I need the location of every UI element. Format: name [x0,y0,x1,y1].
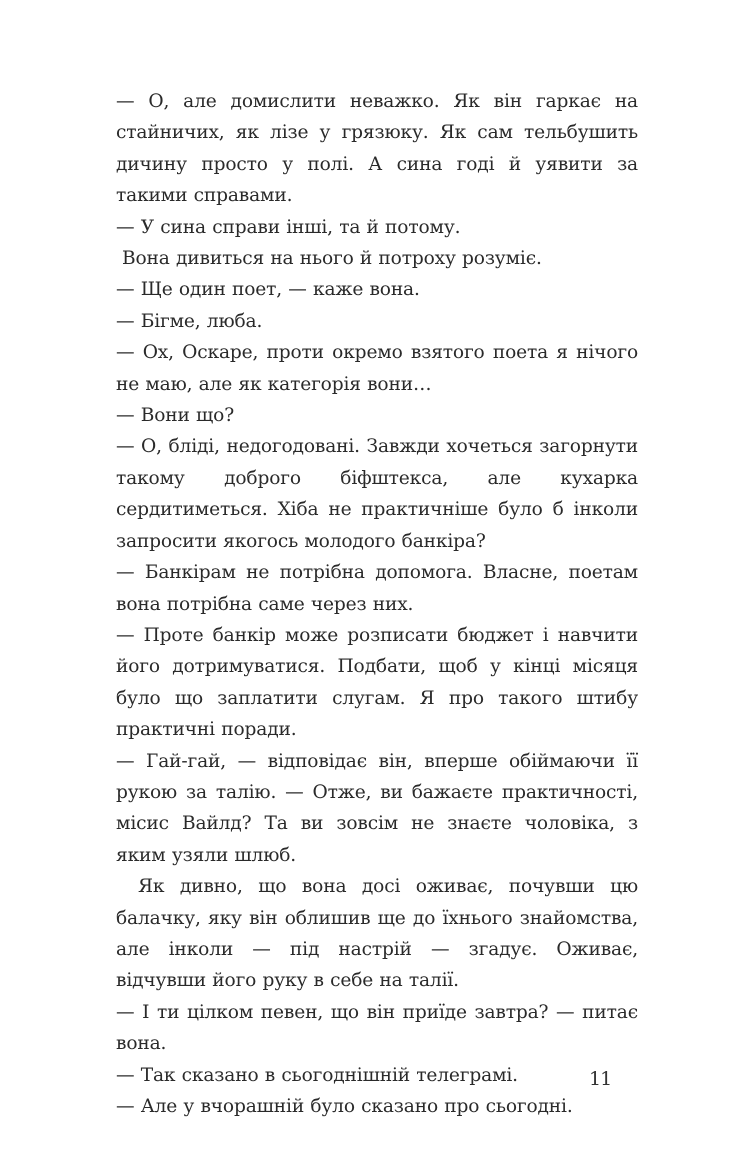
paragraph: — Гай-гай, — відповідає він, вперше обіймаючи її рукою за талію. — Отже, ви бажаєте практичності, місис Вайлд? Та ви зовсім не знаєте чоловіка, з яким узяли шлюб. [116,750,638,866]
page-number: 11 [589,1068,612,1090]
paragraph: — Бігме, люба. [116,310,263,332]
body-text [116,86,638,1122]
paragraph: — У сина справи інші, та й потому. [116,216,461,238]
paragraph: — Вони що? [116,405,235,427]
paragraph: — О, бліді, недогодовані. Завжди хочеться загорнути такому доброго біфштекса, але кухарка сердитиметься. Хіба не практичніше було б інколи запросити якогось молодого банкіра? [116,436,638,552]
paragraph: — Ще один поет, — каже вона. [116,279,420,301]
paragraph: — Проте банкір може розписати бюджет і навчити його дотримуватися. Подбати, щоб у кінці місяця було що заплатити слугам. Я про такого штибу практичні поради. [116,624,638,741]
paragraph: — І ти цілком певен, що він приїде завтра? — питає вона. [116,1001,638,1055]
paragraph: — Ох, Оскаре, проти окремо взятого поета я нічого не маю, але як категорія вони… [116,342,638,395]
paragraph: — О, але домислити неважко. Як він гаркає на стайничих, як лізе у грязюку. Як сам тельбушить дичину просто у полі. А сина годі й уявити за такими справами. [116,91,638,207]
paragraph: Як дивно, що вона досі оживає, почувши цю балачку, яку він облишив ще до їхнього знайомства, але інколи — під настрій — згадує. Оживає, відчувши його руку в себе на талії. [116,876,638,992]
paragraph: — Але у вчорашній було сказано про сьогодні. [116,1096,573,1117]
paragraph: Вона дивиться на нього й потроху розуміє. [122,248,542,270]
paragraph: — Банкірам не потрібна допомога. Власне, поетам вона потрібна саме через них. [116,562,638,615]
paragraph: — Так сказано в сьогоднішній телеграмі. [116,1064,518,1086]
